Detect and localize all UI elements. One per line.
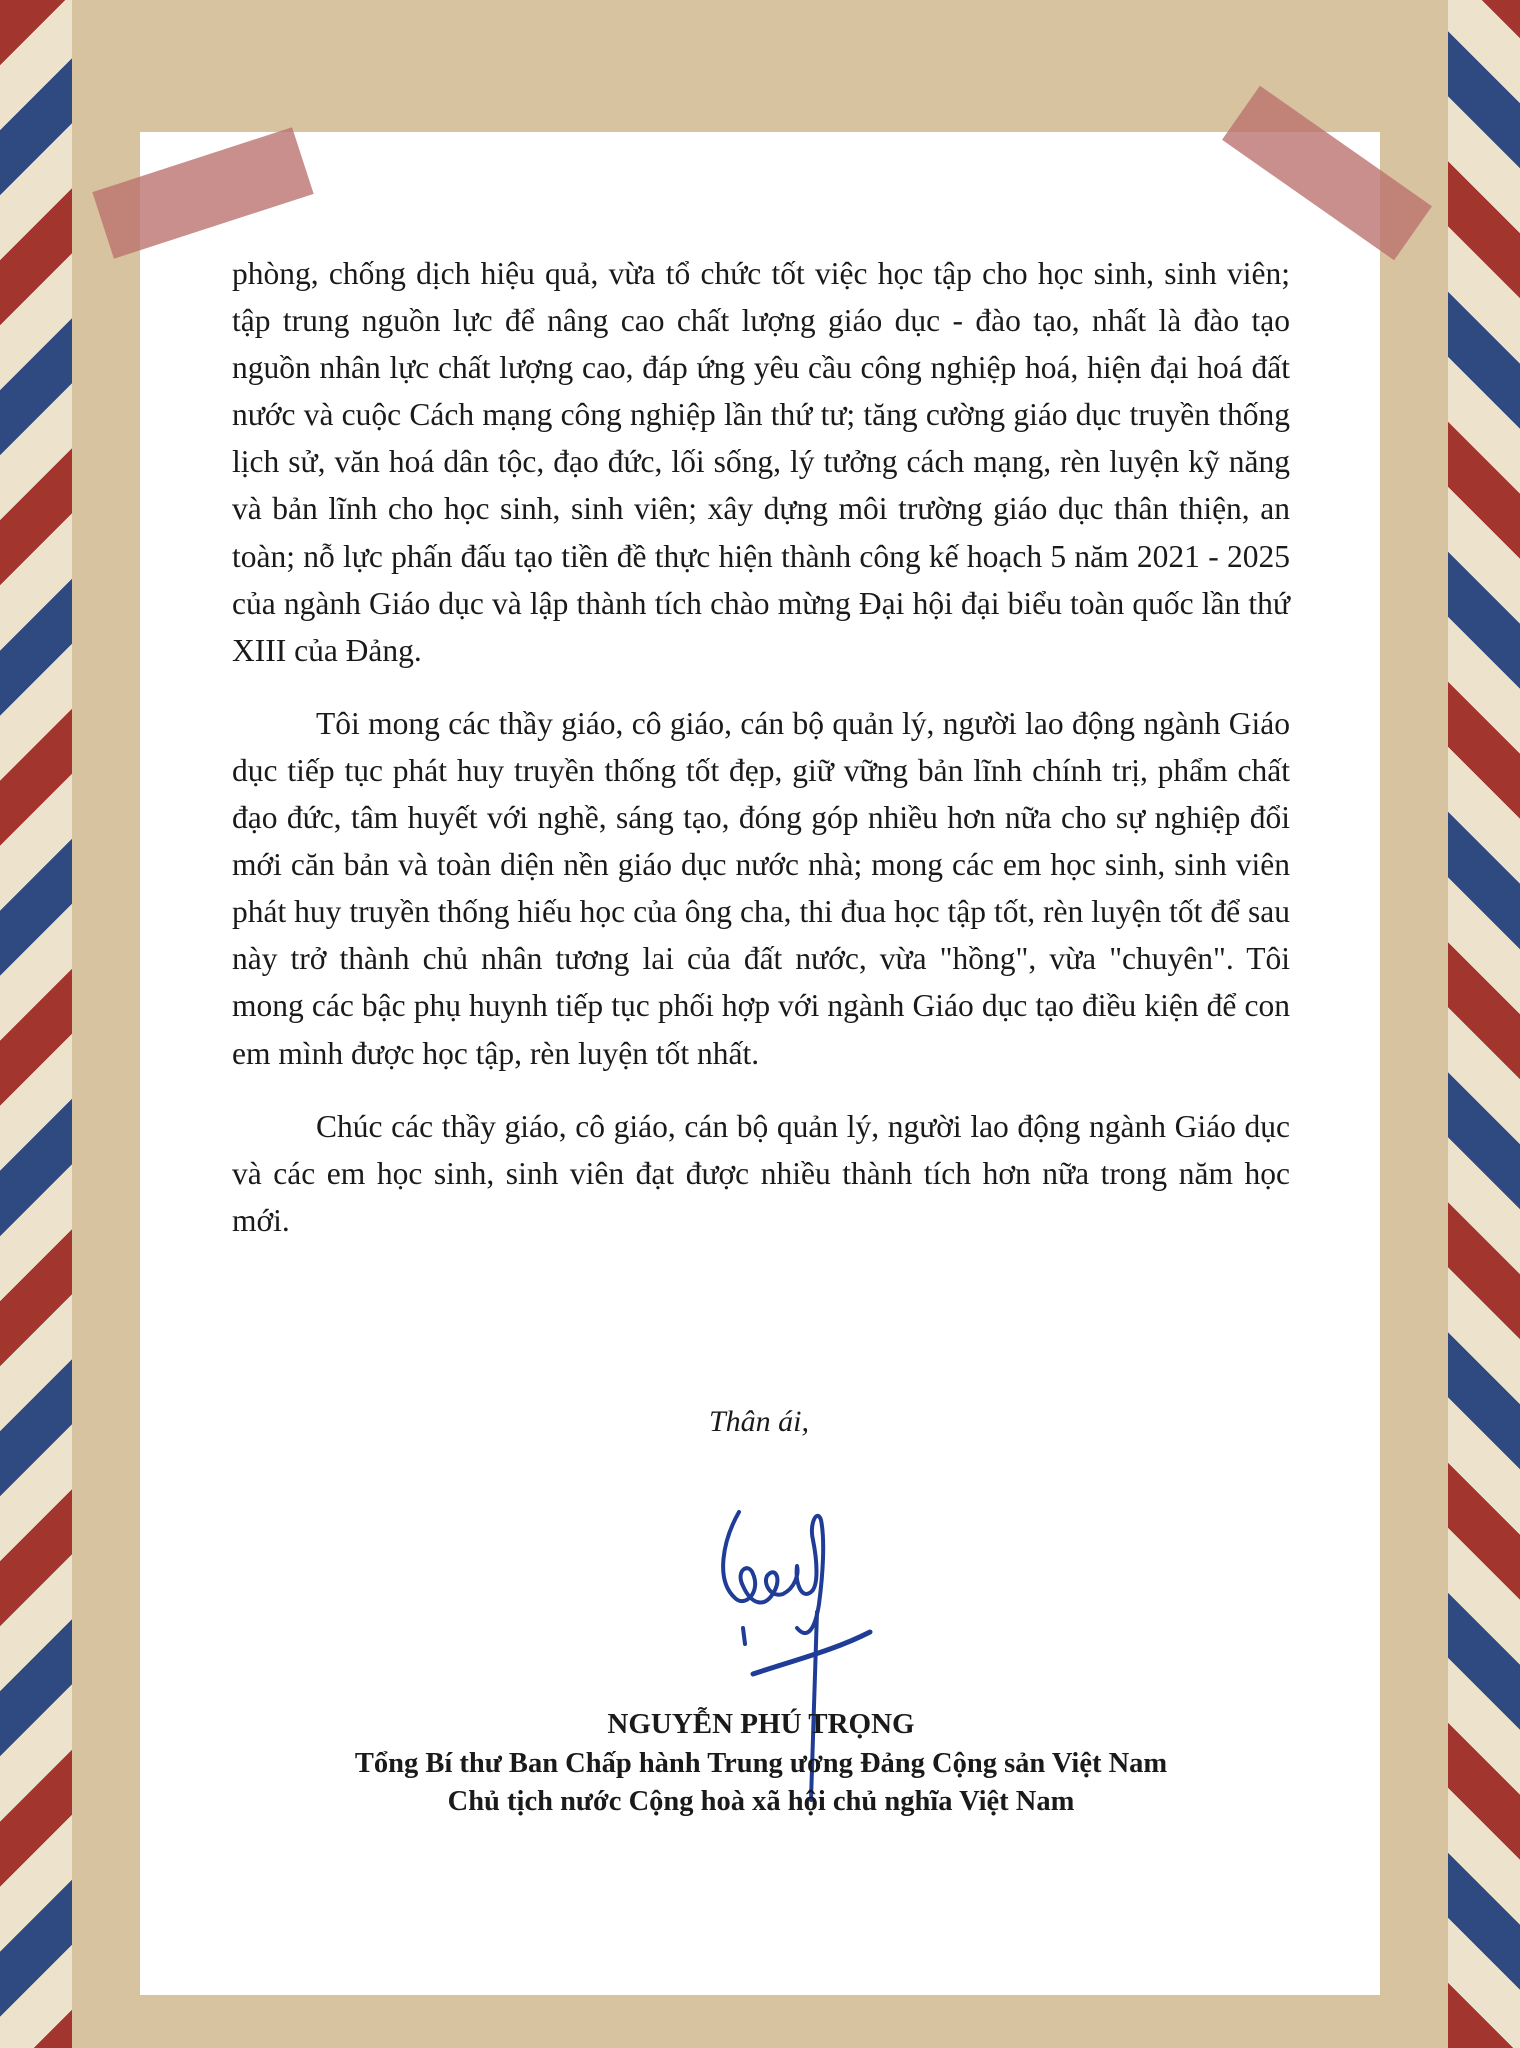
paragraph-2: Tôi mong các thầy giáo, cô giáo, cán bộ quản lý, người lao động ngành Giáo dục tiếp tục phát huy truyền thống tốt đẹp, giữ vững bản lĩnh chính trị, phẩm chất đạo đức, tâm huyết với nghề, sáng tạo, đóng góp nhiều hơn nữa cho sự nghiệp đổi mới căn bản và toàn diện nền giáo dục nước nhà; mong các em học sinh, sinh viên phát huy truyền thống hiếu học của ông cha, thi đua học tập tốt, rèn luyện tốt để sau này trở thành chủ nhân tương lai của đất nước, vừa "hồng", vừa "chuyên". Tôi mong các bậc phụ huynh tiếp tục phối hợp với ngành Giáo dục tạo điều kiện để con em mình được học tập, rèn luyện tốt nhất. [232,705,1290,1071]
signer-title-2: Chủ tịch nước Cộng hoà xã hội chủ nghĩa Việt Nam [447,1786,1075,1817]
signer-name: NGUYỄN PHÚ TRỌNG [607,1708,915,1740]
airmail-border-right [1448,0,1520,2048]
closing-salutation: Thân ái, [709,1405,810,1438]
signer-block [232,1705,1290,1821]
paragraph-3: Chúc các thầy giáo, cô giáo, cán bộ quản lý, người lao động ngành Giáo dục và các em học sinh, sinh viên đạt được nhiều thành tích hơn nữa trong năm học mới. [232,1108,1290,1238]
airmail-border-left [0,0,72,2048]
paragraph-1: phòng, chống dịch hiệu quả, vừa tổ chức tốt việc học tập cho học sinh, sinh viên; tập trung nguồn lực để nâng cao chất lượng giáo dục - đào tạo, nhất là đào tạo nguồn nhân lực chất lượng cao, đáp ứng yêu cầu công nghiệp hoá, hiện đại hoá đất nước và cuộc Cách mạng công nghiệp lần thứ tư; tăng cường giáo dục truyền thống lịch sử, văn hoá dân tộc, đạo đức, lối sống, lý tưởng cách mạng, rèn luyện kỹ năng và bản lĩnh cho học sinh, sinh viên; xây dựng môi trường giáo dục thân thiện, an toàn; nỗ lực phấn đấu tạo tiền đề thực hiện thành công kế hoạch 5 năm 2021 - 2025 của ngành Giáo dục và lập thành tích chào mừng Đại hội đại biểu toàn quốc lần thứ XIII của Đảng. [232,256,1290,668]
signer-title-1: Tổng Bí thư Ban Chấp hành Trung ương Đảng Cộng sản Việt Nam [354,1748,1168,1779]
letter-body [232,250,1290,1244]
